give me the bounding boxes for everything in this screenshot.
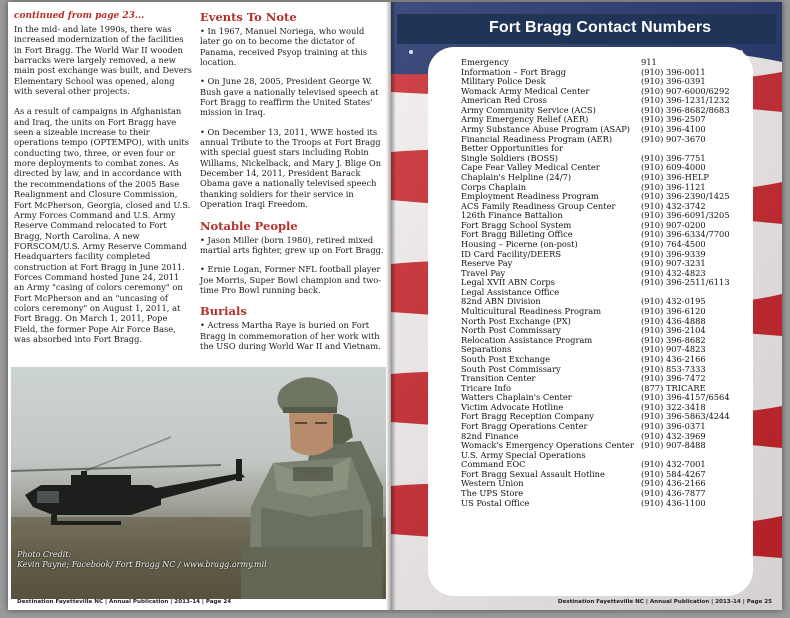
contact-phone: (910) 396-0391 [641,76,706,87]
contact-phone: (910) 396-2390/1425 [641,191,730,202]
contact-name: Army Emergency Relief (AER) [461,114,589,125]
contact-phone: (910) 396-4157/6564 [641,392,730,403]
contact-name: North Post Exchange (PX) [461,315,571,326]
contact-name: North Post Commissary [461,325,561,336]
left-page-footer: Destination Fayetteville NC | Annual Publication | 2013-14 | Page 24 [17,599,232,605]
contact-name: Command EOC [461,459,526,470]
contact-row [461,259,761,269]
contact-name: Womack's Emergency Operations Center [461,440,634,451]
contact-name: Cape Fear Valley Medical Center [461,162,600,173]
notable-item: • Ernie Logan, Former NFL football player Joe Morris, Super Bowl champion and two-time Pro Bowl running back. [200,264,382,295]
event-item: • On December 13, 2011, WWE hosted its annual Tribute to the Troops at Fort Bragg with special guest stars including Robin Williams, Nickelback, and Mary J. Blige On December 14, 2011, President Barack Obama gave a nationally televised speech thanking soldiers for their service in Operation Iraqi Freedom. [200,126,382,210]
contact-phone: (910) 436-7877 [641,488,706,499]
history-paragraph: As a result of campaigns in Afghanistan and Iraq, the units on Fort Bragg have seen a sizeable increase to their operations tempo (OPTEMPO), with units conducting two, three, or even four or more deployments to combat zones. As directed by law, and in accordance with the recommendations of the 2005 Base Realignment and Closure Commission, Fort McPherson, Georgia, closed and U.S. Army Forces Command and U.S. Army Reserve Command relocated to Fort Bragg, North Carolina. A new FORSCOM/U.S. Army Reserve Command Headquarters facility completed construction at Fort Bragg in June 2011. Forces Command hosted June 24, 2011 an Army "casing of colors ceremony" on Fort McPherson and an "uncasing of colors ceremony" on August 1, 2011, at Fort Bragg. On March 1, 2011, Pope Field, the former Pope Air Force Base, was absorbed into Fort Bragg. [14,106,191,344]
contact-name: South Post Commissary [461,363,561,374]
history-column [14,24,192,354]
page-gutter-shadow [386,2,396,610]
facts-column [200,10,386,360]
contact-name: Womack Army Medical Center [461,85,590,96]
event-item: • On June 28, 2005, President George W. Bush gave a nationally televised speech at Fort Bragg to reaffirm the United States' mission in Iraq. [200,76,379,118]
contact-name: 82nd Finance [461,430,519,441]
contact-title: Fort Bragg Contact Numbers [489,19,712,36]
contact-phone: (910) 436-2166 [641,478,706,489]
contact-phone: (910) 907-3231 [641,258,706,269]
contact-name: Housing – Picerne (on-post) [461,238,578,249]
contact-phone: (910) 432-7001 [641,459,706,470]
history-paragraph: In the mid- and late 1990s, there was increased modernization of the facilities in Fort Bragg. The World War II wooden barracks were largely removed, a new main post exchange was built, and Devers Elementary School was opened, along with several other projects. [14,24,192,97]
contact-name: Transition Center [461,373,536,384]
contact-phone: (910) 396-0371 [641,420,706,431]
contact-name: Reserve Pay [461,258,513,269]
event-item: • In 1967, Manuel Noriega, who would later go on to become the dictator of Panama, received Psyop training at this location. [200,26,368,68]
contact-phone: (910) 432-4823 [641,267,706,278]
contact-phone: (910) 609-4000 [641,162,706,173]
contact-phone: (910) 907-4823 [641,344,706,355]
contact-phone: (910) 396-1231/1232 [641,95,730,106]
contact-phone: (910) 432-0195 [641,296,706,307]
contact-phone: (910) 907-3670 [641,133,706,144]
contact-phone: (910) 396-9339 [641,248,706,259]
contact-phone: (910) 396-6091/3205 [641,210,730,221]
contact-name: Legal XVII ABN Corps [461,277,555,288]
photo-credit [17,550,277,570]
contact-phone: (910) 436-1100 [641,497,706,508]
contact-phone: (910) 396-7751 [641,152,706,163]
contact-row [461,499,761,509]
contact-name: Better Opportunities for [461,143,564,154]
contact-name: Victim Advocate Hotline [461,401,564,412]
contact-phone: (910) 907-0200 [641,219,706,230]
photo-credit-label: Photo Credit: [17,550,72,559]
contact-phone: (910) 396-2104 [641,325,706,336]
contact-list [461,58,761,508]
contact-name: Employment Readiness Program [461,191,599,202]
contact-name: Fort Bragg Billeting Office [461,229,573,240]
contact-name: Tricare Info [461,382,511,393]
contact-name: 82nd ABN Division [461,296,541,307]
contact-title-bar [397,14,776,44]
burial-item: • Actress Martha Raye is buried on Fort Bragg in commemoration of her work with the USO during World War II and Vietnam. [200,320,381,351]
left-page [8,2,391,610]
contact-name: Corps Chaplain [461,181,527,192]
contact-name: The UPS Store [461,488,524,499]
contact-phone: (910) 396-1121 [641,181,706,192]
contact-phone: (910) 396-5863/4244 [641,411,730,422]
contact-name: Watters Chaplain's Center [461,392,572,403]
notable-heading: Notable People [200,218,298,233]
contact-phone: (910) 436-4888 [641,315,706,326]
contact-name: 126th Finance Battalion [461,210,563,221]
contact-phone: (910) 907-8488 [641,440,706,451]
contact-phone: (910) 396-4100 [641,124,706,135]
magazine-spread [8,2,782,610]
contact-name: Fort Bragg Operations Center [461,420,588,431]
contact-phone: (910) 436-2166 [641,353,706,364]
contact-phone: (910) 396-8682/8683 [641,104,730,115]
contact-phone: (910) 396-HELP [641,171,709,182]
contact-phone: (910) 396-6334/7700 [641,229,730,240]
contact-name: Separations [461,344,512,355]
contact-name: ACS Family Readiness Group Center [461,200,616,211]
events-heading: Events To Note [200,10,297,24]
contact-name: Army Community Service (ACS) [461,104,596,115]
contact-name: Multicultural Readiness Program [461,306,602,317]
contact-phone: (910) 584-4267 [641,468,706,479]
contact-name: Fort Bragg Sexual Assault Hotline [461,468,605,479]
contact-phone: (910) 907-6000/6292 [641,85,730,96]
contact-phone: (910) 853-7333 [641,363,706,374]
soldier-helicopter-photo [11,367,386,599]
burials-heading: Burials [200,304,247,319]
contact-phone: (877) TRICARE [641,382,706,393]
notable-item: • Jason Miller (born 1980), retired mixed martial arts fighter, grew up on Fort Bragg. [200,234,384,255]
contact-phone: (910) 396-6120 [641,306,706,317]
contact-name: Relocation Assistance Program [461,334,593,345]
photo-credit-source: Kevin Payne; Facebook/ Fort Bragg NC / www.bragg.army.mil [17,560,267,569]
contact-name: US Postal Office [461,497,530,508]
continued-note: continued from page 23... [14,11,145,21]
contact-phone: (910) 396-0011 [641,66,706,77]
contact-name: American Red Cross [461,95,547,106]
contact-name: Travel Pay [461,267,506,278]
contact-name: ID Card Facility/DEERS [461,248,562,259]
contact-name: Army Substance Abuse Program (ASAP) [461,124,631,135]
right-page-footer: Destination Fayetteville NC | Annual Publication | 2013-14 | Page 25 [557,599,772,605]
contact-name: Information – Fort Bragg [461,66,567,77]
contact-phone: (910) 432-3742 [641,200,706,211]
contact-name: South Post Exchange [461,353,551,364]
contact-name: Fort Bragg School System [461,219,572,230]
contact-name: U.S. Army Special Operations [461,449,586,460]
contact-phone: (910) 322-3418 [641,401,706,412]
contact-phone: (910) 396-2507 [641,114,706,125]
contact-name: Emergency [461,57,509,67]
contact-phone: (910) 432-3969 [641,430,706,441]
contact-phone: (910) 396-7472 [641,373,706,384]
contact-phone: (910) 396-2511/6113 [641,277,730,288]
contact-name: Western Union [461,478,524,489]
contact-name: Fort Bragg Reception Company [461,411,594,422]
contact-name: Chaplain's Helpline (24/7) [461,171,572,182]
contact-phone: (910) 396-8682 [641,334,706,345]
contact-name: Legal Assistance Office [461,286,560,297]
contact-name: Military Police Desk [461,76,546,87]
contact-name: Single Soldiers (BOSS) [461,152,559,163]
contact-phone: 911 [641,57,657,67]
contact-name: Financial Readiness Program (AER) [461,133,613,144]
contact-phone: (910) 764-4500 [641,238,706,249]
